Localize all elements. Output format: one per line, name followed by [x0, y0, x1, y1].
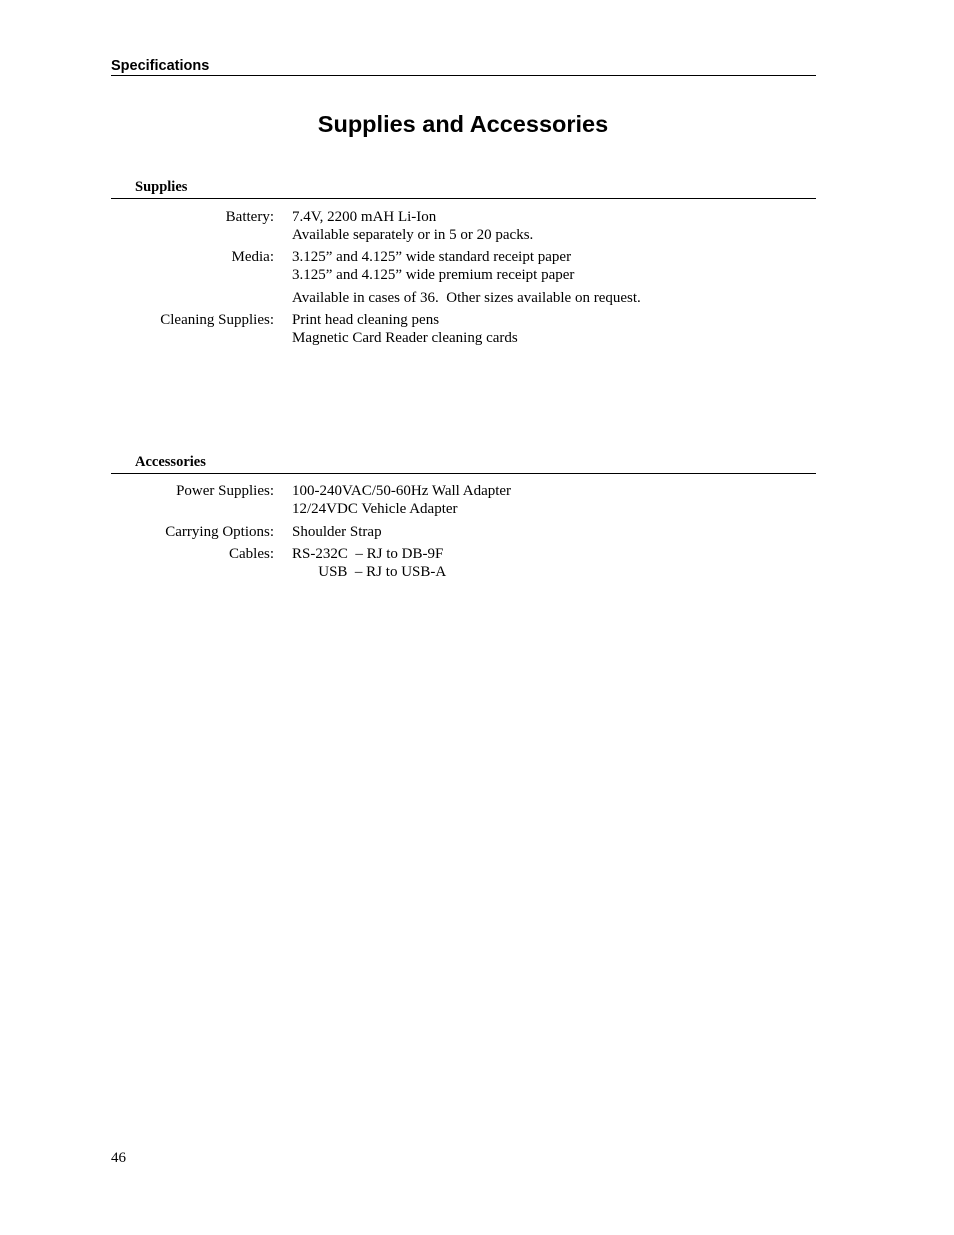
spec-values	[292, 523, 382, 541]
spec-value: 7.4V, 2200 mAH Li-Ion	[292, 209, 437, 225]
spec-label: Carrying Options:	[165, 524, 274, 540]
running-header-title: Specifications	[111, 58, 210, 74]
spec-value: 100-240VAC/50-60Hz Wall Adapter	[292, 483, 512, 499]
spec-value: 12/24VDC Vehicle Adapter	[292, 501, 458, 517]
spec-label: Battery:	[225, 209, 274, 225]
spec-values	[292, 482, 511, 518]
page-number: 46	[111, 1150, 126, 1166]
spec-values	[292, 545, 446, 581]
running-header	[111, 57, 816, 76]
spec-values	[292, 289, 641, 307]
supplies-heading-text: Supplies	[135, 179, 188, 195]
spec-value: RS-232C – RJ to DB-9F	[292, 546, 444, 562]
spec-value: Shoulder Strap	[292, 524, 382, 540]
spec-label: Power Supplies:	[176, 483, 274, 499]
page-title: Supplies and Accessories	[317, 111, 609, 137]
spec-value: Available in cases of 36. Other sizes available on request.	[292, 290, 641, 306]
spec-values	[292, 311, 518, 347]
spec-values	[292, 248, 574, 284]
spec-value: 3.125” and 4.125” wide premium receipt paper	[292, 267, 575, 283]
spec-value: Magnetic Card Reader cleaning cards	[292, 330, 518, 346]
spec-value: USB – RJ to USB-A	[292, 564, 447, 580]
accessories-heading-text: Accessories	[135, 454, 206, 470]
spec-label: Cleaning Supplies:	[160, 312, 274, 328]
accessories-heading	[111, 453, 816, 474]
spec-label: Cables:	[229, 546, 274, 562]
spec-value: 3.125” and 4.125” wide standard receipt paper	[292, 249, 572, 265]
spec-label: Media:	[231, 249, 274, 265]
spec-value: Print head cleaning pens	[292, 312, 440, 328]
supplies-heading	[111, 178, 816, 199]
spec-value: Available separately or in 5 or 20 packs.	[292, 227, 534, 243]
spec-values	[292, 208, 533, 244]
